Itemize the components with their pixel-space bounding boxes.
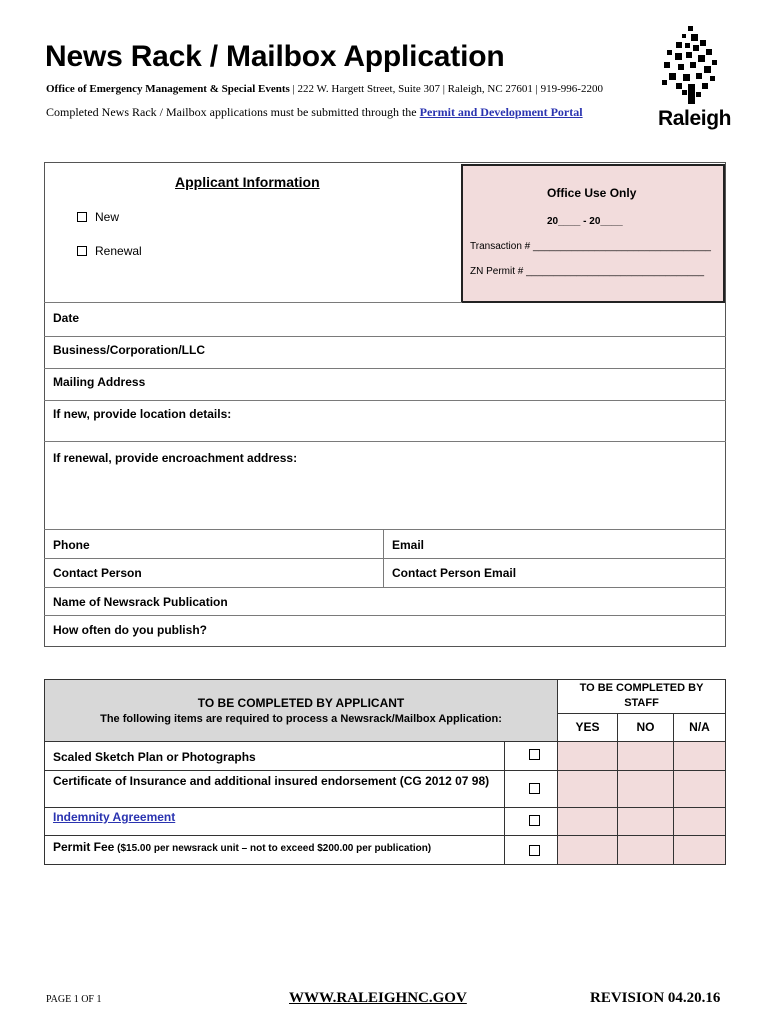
divider bbox=[44, 302, 462, 303]
divider bbox=[44, 558, 726, 559]
staff-header-line2: STAFF bbox=[624, 697, 659, 709]
new-location-field[interactable]: If new, provide location details: bbox=[53, 407, 232, 421]
phone-field[interactable]: Phone bbox=[53, 538, 90, 552]
indemnity-agreement-link[interactable]: Indemnity Agreement bbox=[53, 810, 176, 824]
table-border bbox=[504, 741, 505, 865]
item-certificate-of-insurance: Certificate of Insurance and additional insured endorsement (CG 2012 07 98) bbox=[53, 774, 490, 788]
website-link[interactable]: WWW.RALEIGHNC.GOV bbox=[289, 990, 467, 1006]
table-border bbox=[44, 679, 726, 680]
renewal-checkbox[interactable] bbox=[77, 246, 87, 256]
certificate-checkbox[interactable] bbox=[529, 783, 540, 794]
table-border bbox=[557, 713, 726, 714]
divider bbox=[44, 441, 726, 442]
staff-checkoff-area bbox=[558, 742, 725, 864]
sketch-plan-checkbox[interactable] bbox=[529, 749, 540, 760]
business-field[interactable]: Business/Corporation/LLC bbox=[53, 343, 206, 357]
table-border bbox=[44, 835, 726, 836]
publication-name-field[interactable]: Name of Newsrack Publication bbox=[53, 595, 228, 609]
page-title: News Rack / Mailbox Application bbox=[45, 40, 505, 73]
table-border bbox=[44, 770, 726, 771]
col-na: N/A bbox=[689, 720, 710, 734]
office-use-title: Office Use Only bbox=[547, 186, 637, 200]
col-no: NO bbox=[636, 720, 655, 734]
applicant-section-title: Applicant Information bbox=[175, 174, 320, 190]
indemnity-checkbox[interactable] bbox=[529, 815, 540, 826]
divider bbox=[44, 368, 726, 369]
new-checkbox[interactable] bbox=[77, 212, 87, 222]
date-field[interactable]: Date bbox=[53, 311, 80, 325]
raleigh-wordmark: Raleigh bbox=[658, 107, 732, 130]
mailing-address-field[interactable]: Mailing Address bbox=[53, 375, 146, 389]
applicant-subheader: The following items are required to process a Newsrack/Mailbox Application: bbox=[100, 713, 502, 725]
office-address: | 222 W. Hargett Street, Suite 307 | Raleigh, NC 27601 | 919-996-2200 bbox=[289, 83, 603, 95]
contact-email-field[interactable]: Contact Person Email bbox=[392, 566, 517, 580]
permit-fee-label: Permit Fee bbox=[53, 840, 115, 854]
table-border bbox=[44, 807, 726, 808]
divider bbox=[44, 400, 726, 401]
item-sketch-plan: Scaled Sketch Plan or Photographs bbox=[53, 750, 256, 764]
transaction-number-field: Transaction # ________________________________ bbox=[470, 241, 711, 252]
divider bbox=[383, 529, 384, 587]
office-use-years: 20____ - 20____ bbox=[547, 216, 623, 227]
renewal-label: Renewal bbox=[95, 244, 142, 258]
office-use-box bbox=[461, 164, 725, 303]
new-option[interactable] bbox=[77, 210, 119, 224]
revision-label: REVISION 04.20.16 bbox=[590, 990, 721, 1006]
office-contact-line bbox=[46, 83, 603, 95]
page-number: PAGE 1 OF 1 bbox=[46, 994, 102, 1005]
staff-header-line1: TO BE COMPLETED BY bbox=[579, 682, 704, 694]
item-indemnity-agreement bbox=[53, 810, 175, 824]
permit-fee-detail: ($15.00 per newsrack unit – not to exceed $200.00 per publication) bbox=[114, 843, 432, 854]
table-border bbox=[44, 864, 726, 865]
table-border bbox=[617, 713, 618, 865]
divider bbox=[44, 336, 726, 337]
new-label: New bbox=[95, 210, 120, 224]
office-name: Office of Emergency Management & Special Events bbox=[46, 83, 290, 95]
table-border bbox=[673, 713, 674, 865]
divider bbox=[44, 615, 726, 616]
submission-text: Completed News Rack / Mailbox applications must be submitted through the bbox=[46, 105, 420, 119]
applicant-header: TO BE COMPLETED BY APPLICANT bbox=[197, 696, 405, 710]
email-field[interactable]: Email bbox=[392, 538, 425, 552]
contact-person-field[interactable]: Contact Person bbox=[53, 566, 142, 580]
publish-frequency-field[interactable]: How often do you publish? bbox=[53, 623, 207, 637]
col-yes: YES bbox=[575, 720, 600, 734]
divider bbox=[44, 587, 726, 588]
renewal-address-field[interactable]: If renewal, provide encroachment address: bbox=[53, 451, 298, 465]
permit-portal-link[interactable]: Permit and Development Portal bbox=[419, 105, 583, 119]
divider bbox=[44, 529, 726, 530]
item-permit-fee bbox=[53, 840, 431, 854]
renewal-option[interactable] bbox=[77, 244, 142, 258]
applicant-header-cell bbox=[45, 680, 557, 741]
zn-permit-field: ZN Permit # ________________________________ bbox=[470, 266, 705, 277]
submission-instructions bbox=[46, 105, 583, 120]
permit-fee-checkbox[interactable] bbox=[529, 845, 540, 856]
table-border bbox=[44, 741, 726, 742]
table-border bbox=[725, 679, 726, 865]
